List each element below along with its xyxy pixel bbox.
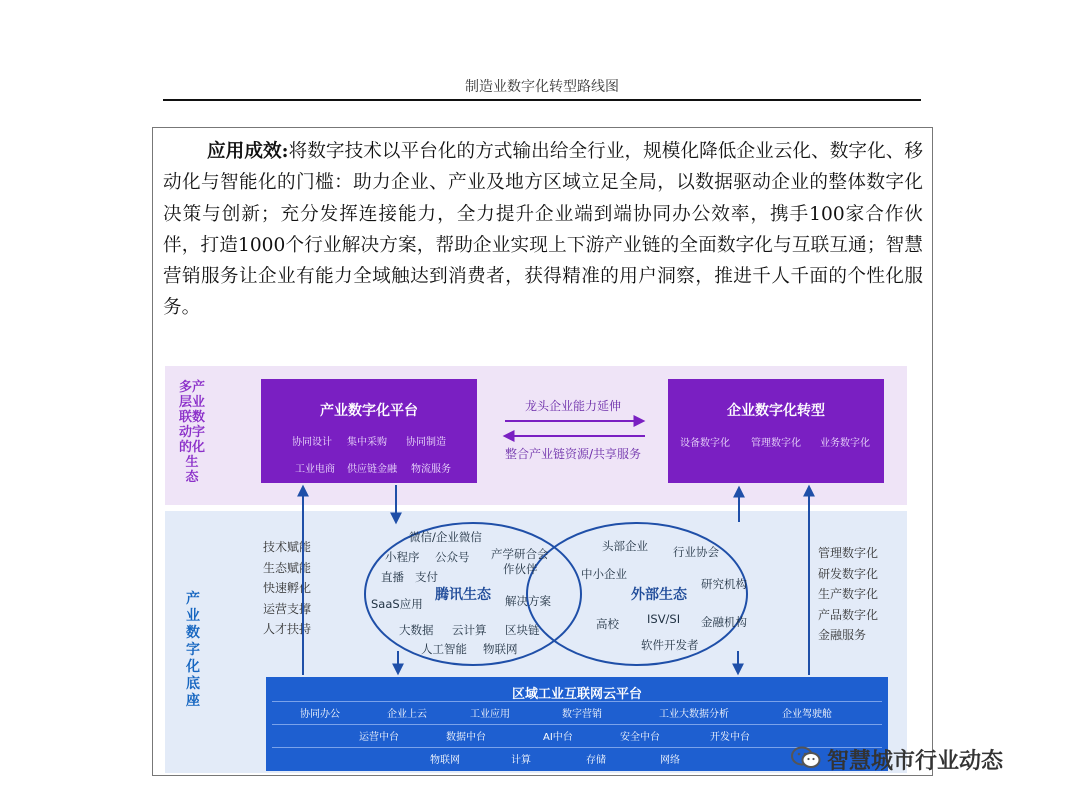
list-item: 技术赋能	[263, 540, 312, 554]
cloud-cell: 物联网	[430, 755, 460, 766]
cloud-cell: AI中台	[543, 732, 573, 743]
list-item: 人才扶持	[263, 622, 312, 636]
cloud-cell: 数字营销	[562, 709, 602, 720]
tencent-ecosystem-title: 腾讯生态	[435, 587, 491, 603]
list-item: 生产数字化	[818, 587, 879, 601]
tencent-item: 人工智能	[421, 642, 467, 656]
cloud-cell: 开发中台	[710, 732, 750, 743]
list-item: 生态赋能	[263, 560, 312, 575]
transform-item: 设备数字化	[680, 438, 730, 449]
header-rule	[163, 99, 921, 101]
tencent-item: 云计算	[452, 623, 487, 637]
cloud-platform-title: 区域工业互联网云平台	[511, 687, 642, 702]
transform-item: 管理数字化	[751, 438, 801, 449]
list-item: 金融服务	[818, 628, 867, 642]
list-item: 研发数字化	[818, 566, 879, 581]
platform-item: 集中采购	[347, 437, 387, 448]
external-item: 软件开发者	[641, 638, 699, 652]
cloud-cell: 企业驾驶舱	[782, 709, 832, 720]
bottom-vertical-label: 产 业 数 字 化 底 座	[186, 591, 200, 709]
tencent-item: 作伙伴	[503, 562, 538, 576]
cloud-cell: 工业应用	[470, 709, 510, 720]
industry-platform-title: 产业数字化平台	[320, 403, 418, 419]
cloud-cell: 安全中台	[620, 732, 660, 743]
tencent-item: SaaS应用	[371, 597, 423, 611]
external-item: ISV/SI	[647, 612, 681, 626]
top-vertical-label: 多产 层业 联数 动字 的化 生 态	[179, 380, 206, 485]
external-item: 行业协会	[673, 545, 719, 559]
middle-bottom-label: 整合产业链资源/共享服务	[504, 447, 642, 461]
tencent-item: 小程序	[385, 550, 420, 564]
cloud-cell: 企业上云	[387, 709, 427, 720]
platform-item: 协同制造	[406, 437, 446, 448]
middle-top-label: 龙头企业能力延伸	[524, 399, 621, 413]
tencent-item: 物联网	[483, 642, 518, 656]
tencent-item: 大数据	[399, 623, 434, 637]
external-item: 头部企业	[602, 539, 648, 553]
external-item: 金融机构	[701, 615, 747, 629]
external-ecosystem-title: 外部生态	[631, 587, 687, 603]
page-header: 制造业数字化转型路线图	[465, 79, 619, 95]
cloud-cell: 存储	[586, 755, 606, 766]
tencent-item: 解决方案	[505, 594, 551, 608]
list-item: 产品数字化	[818, 607, 879, 622]
list-item: 运营支撑	[263, 601, 312, 616]
watermark	[791, 744, 1003, 775]
platform-item: 供应链金融	[347, 464, 397, 475]
wechat-icon	[791, 745, 821, 775]
cloud-cell: 数据中台	[446, 732, 486, 743]
platform-item: 物流服务	[411, 464, 451, 475]
paragraph-lead: 应用成效:	[207, 141, 289, 162]
tencent-item: 支付	[415, 570, 438, 584]
list-item: 快速孵化	[263, 581, 312, 595]
transform-item: 业务数字化	[820, 438, 870, 449]
cloud-cell: 运营中台	[359, 732, 399, 743]
cloud-cell: 网络	[660, 755, 680, 766]
tencent-item: 区块链	[505, 623, 540, 637]
external-item: 中小企业	[581, 567, 627, 581]
tencent-item: 产学研合会	[491, 547, 549, 561]
paragraph-body: 将数字技术以平台化的方式输出给全行业，规模化降低企业云化、数字化、移动化与智能化的门槛：助力企业、产业及地方区域立足全局，以数据驱动企业的整体数字化决策与创新；充分发挥连接能力，全力提升企业端到端协同办公效率，携手100家合作伙伴，打造1000个行业解决方案，帮助企业实现上下游产业链的全面数字化与互联互通；智慧营销服务让企业有能力全域触达到消费者，获得精准的用户洞察，推进千人千面的个性化服务。	[163, 141, 923, 319]
cloud-cell: 协同办公	[300, 709, 340, 720]
external-item: 研究机构	[701, 577, 747, 591]
list-item: 管理数字化	[818, 546, 879, 560]
tencent-item: 直播	[381, 570, 404, 584]
content-frame	[152, 127, 933, 776]
cloud-cell: 工业大数据分析	[659, 709, 729, 720]
watermark-text: 智慧城市行业动态	[827, 749, 1004, 774]
tencent-item: 公众号	[435, 550, 470, 564]
platform-item: 工业电商	[295, 464, 335, 475]
enterprise-transform-title: 企业数字化转型	[727, 403, 825, 419]
platform-item: 协同设计	[292, 437, 332, 448]
cloud-cell: 计算	[511, 755, 531, 766]
tencent-item: 微信/企业微信	[409, 530, 482, 544]
external-item: 高校	[596, 617, 619, 631]
